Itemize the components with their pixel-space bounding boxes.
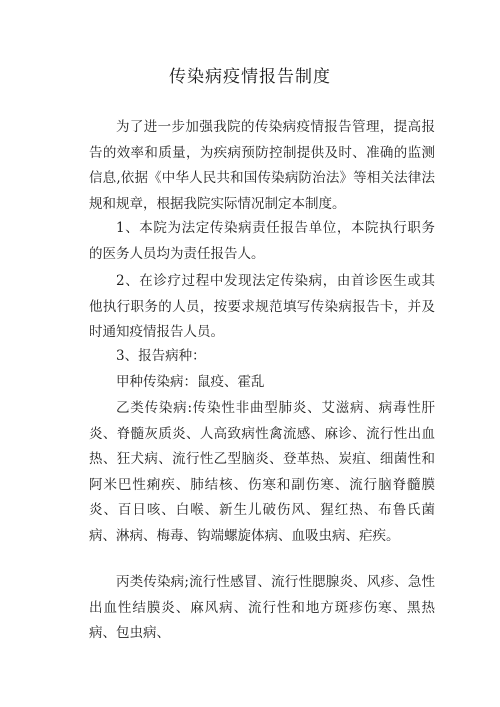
class-c-paragraph: 丙类传染病;流行性感冒、流行性腮腺炎、风疹、急性出血性结膜炎、麻风病、流行性和地方斑疹伤寒、黑热病、包虫病、	[89, 574, 435, 641]
intro-paragraph: 为了进一步加强我院的传染病疫情报告管理，提高报告的效率和质量，为疾病预防控制提供及时、准确的监测信息,依据《中华人民共和国传染病防治法》等相关法律法规和规章，根据我院实际情况制定本制度。	[89, 119, 435, 212]
item-3-heading: 3、报告病种：	[116, 348, 206, 364]
item-2-paragraph: 2、在诊疗过程中发现法定传染病，由首诊医生或其他执行职务的人员，按要求规范填写传染病报告卡，并及时通知疫情报告人员。	[89, 273, 435, 340]
document-title: 传染病疫情报告制度	[169, 67, 331, 87]
item-1-paragraph: 1、本院为法定传染病责任报告单位，本院执行职务的医务人员均为责任报告人。	[89, 220, 435, 262]
class-b-paragraph: 乙类传染病:传染性非曲型肺炎、艾滋病、病毒性肝炎、脊髓灰质炎、人高致病性禽流感、麻诊、流行性出血热、狂犬病、流行性乙型脑炎、登革热、炭疽、细菌性和阿米巴性痢疾、肺结核、伤寒和副伤寒、流行脑脊髓膜炎、百日咳、白喉、新生儿破伤风、猩红热、布鲁氏菌病、淋病、梅毒、钩端螺旋体病、血吸虫病、疟疾。	[89, 400, 435, 544]
class-a-paragraph: 甲种传染病：鼠疫、霍乱	[116, 374, 265, 390]
